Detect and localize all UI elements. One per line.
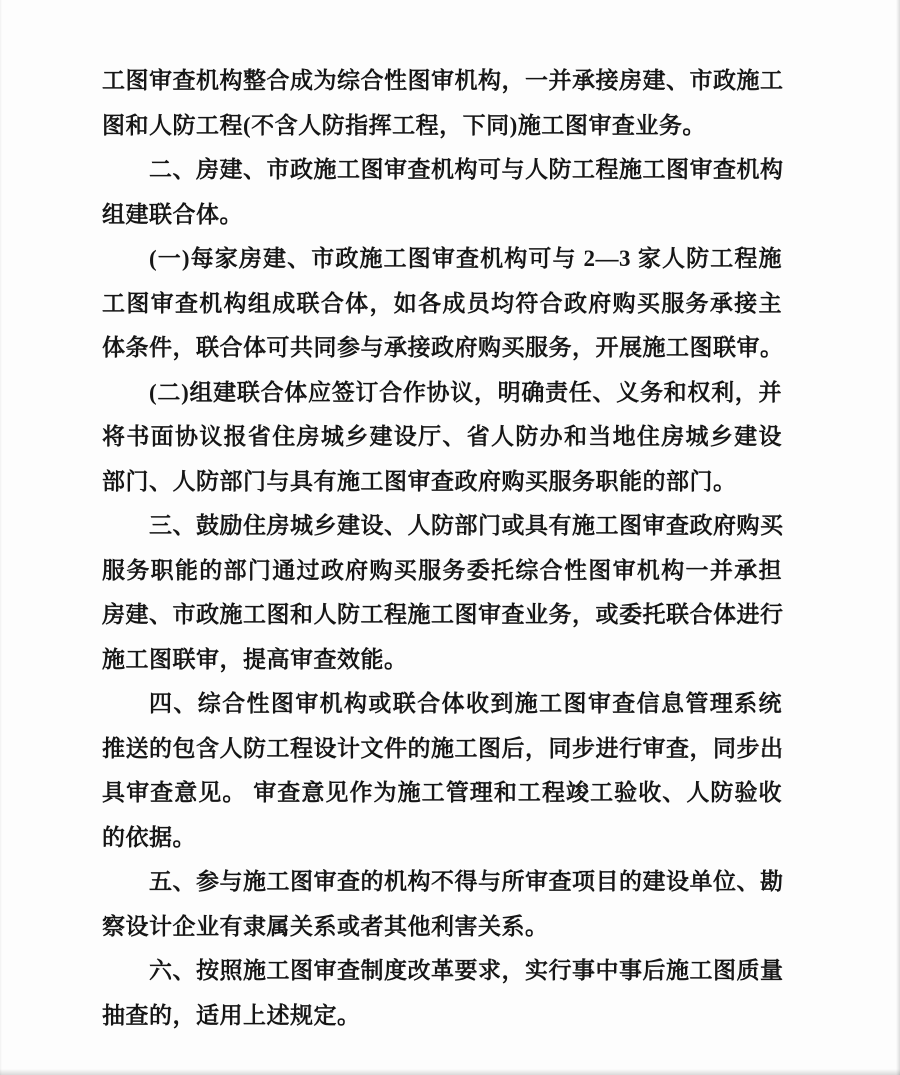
text-line: (二)组建联合体应签订合作协议，明确责任、义务和权利，并	[149, 379, 782, 405]
text-line: 施工图联审，提高审查效能。	[102, 646, 408, 672]
text-line: 部门、人防部门与具有施工图审查政府购买服务职能的部门。	[102, 468, 737, 494]
text-line: 图和人防工程(不含人防指挥工程，下同)施工图审查业务。	[102, 112, 706, 138]
text-line: 房建、市政施工图和人防工程施工图审查业务，或委托联合体进行	[102, 602, 784, 627]
text-line: 将书面协议报省住房城乡建设厅、省人防办和当地住房城乡建设	[102, 424, 782, 449]
text-line: 六、按照施工图审查制度改革要求，实行事中事后施工图质量	[149, 958, 784, 983]
scan-edge-left-shade	[0, 0, 2, 1075]
text-line: 的依据。	[102, 824, 196, 850]
text-line: 四、综合性图审机构或联合体收到施工图审查信息管理系统	[149, 691, 782, 716]
text-line: 察设计企业有隶属关系或者其他利害关系。	[102, 913, 549, 939]
text-line: 服务职能的部门通过政府购买服务委托综合性图审机构一并承担	[102, 557, 782, 583]
scan-edge-bottom-shade	[0, 1069, 900, 1075]
text-line: 三、鼓励住房城乡建设、人防部门或具有施工图审查政府购买	[149, 513, 784, 538]
text-line: 抽查的，适用上述规定。	[102, 1002, 361, 1028]
text-line: 组建联合体。	[102, 201, 243, 227]
text-line: 二、房建、市政施工图审查机构可与人防工程施工图审查机构	[149, 157, 784, 182]
text-line: 工图审查机构组成联合体，如各成员均符合政府购买服务承接主	[102, 290, 782, 316]
document-text-block	[102, 59, 782, 1038]
text-line: (一)每家房建、市政施工图审查机构可与 2—3 家人防工程施	[149, 246, 782, 271]
text-line: 五、参与施工图审查的机构不得与所审查项目的建设单位、勘	[149, 869, 784, 894]
text-line: 体条件，联合体可共同参与承接政府购买服务，开展施工图联审。	[102, 335, 784, 360]
scan-edge-right-shade	[896, 0, 900, 1075]
text-line: 具审查意见。 审查意见作为施工管理和工程竣工验收、人防验收	[102, 780, 782, 805]
text-line: 推送的包含人防工程设计文件的施工图后，同步进行审查，同步出	[102, 735, 784, 761]
text-line: 工图审查机构整合成为综合性图审机构，一并承接房建、市政施工	[102, 68, 784, 93]
